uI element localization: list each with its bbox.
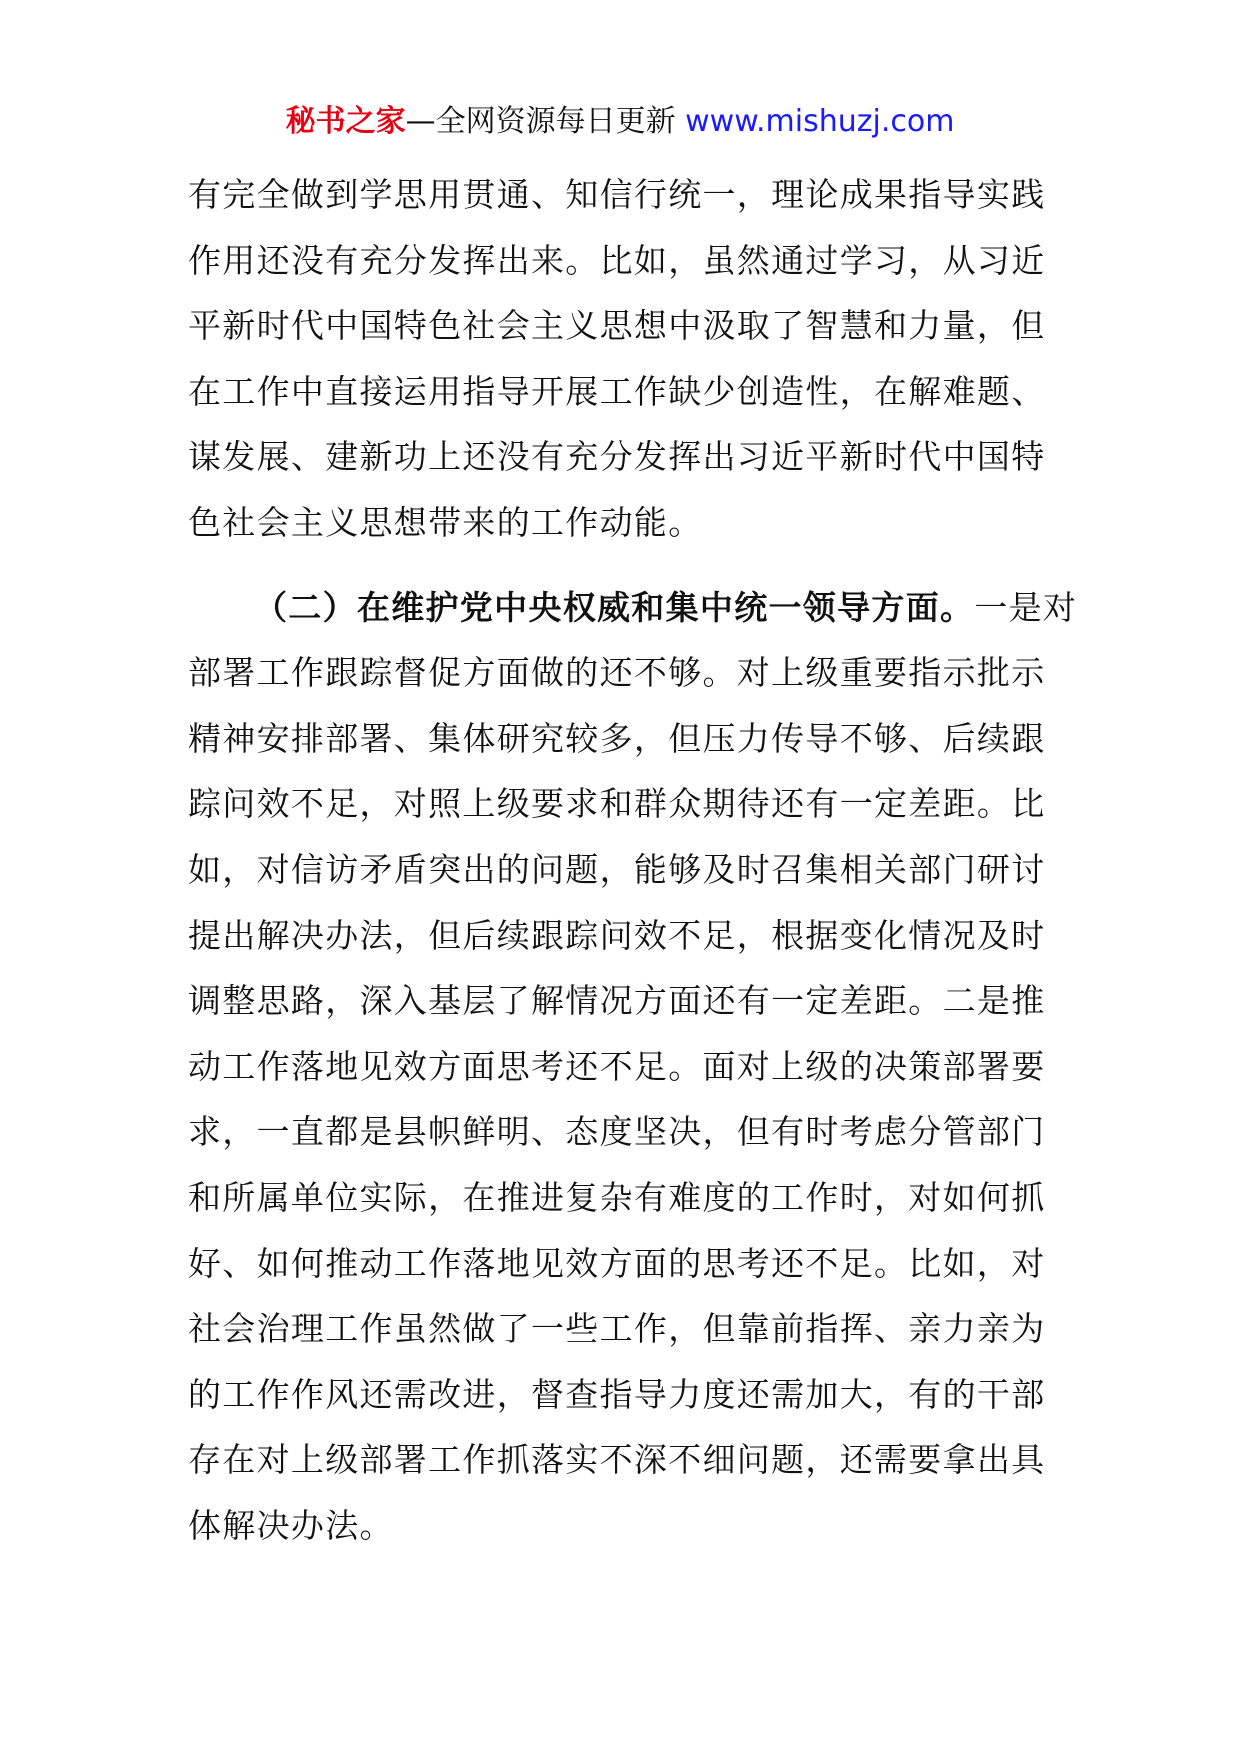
paragraph-2-line: 调整思路，深入基层了解情况方面还有一定差距。二是推 (188, 981, 1046, 1021)
document-body (188, 162, 1078, 1558)
paragraph-2-line: 社会治理工作虽然做了一些工作，但靠前指挥、亲力亲为 (188, 1309, 1046, 1349)
paragraph-2-line: 踪问效不足，对照上级要求和群众期待还有一定差距。比 (188, 784, 1046, 824)
paragraph-1-line: 谋发展、建新功上还没有充分发挥出习近平新时代中国特 (188, 437, 1046, 477)
paragraph-2-line: 动工作落地见效方面思考还不足。面对上级的决策部署要 (188, 1046, 1046, 1086)
paragraph-2-line: 提出解决办法，但后续跟踪问效不足，根据变化情况及时 (188, 915, 1046, 955)
paragraph-1-line: 有完全做到学思用贯通、知信行统一，理论成果指导实践 (188, 175, 1046, 214)
header-brand: 秘书之家 (285, 104, 406, 139)
paragraph-1 (188, 162, 1066, 556)
header-site-link[interactable]: www.mishuzj.com (685, 104, 955, 139)
section-heading: （二）在维护党中央权威和集中统一领导方面。 (254, 587, 975, 627)
paragraph-1-line: 在工作中直接运用指导开展工作缺少创造性，在解难题、 (188, 371, 1046, 411)
page-header (0, 100, 1240, 144)
paragraph-2-line: 体解决办法。 (188, 1505, 394, 1545)
paragraph-2-line: 的工作作风还需改进，督查指导力度还需加大，有的干部 (188, 1374, 1046, 1414)
paragraph-2-line: 如，对信访矛盾突出的问题，能够及时召集相关部门研讨 (188, 849, 1046, 889)
paragraph-2-line: 存在对上级部署工作抓落实不深不细问题，还需要拿出具 (188, 1440, 1046, 1480)
paragraph-2-line: 部署工作跟踪督促方面做的还不够。对上级重要指示批示 (188, 653, 1046, 693)
header-tagline: —全网资源每日更新 (405, 104, 686, 139)
paragraph-2-line: 和所属单位实际，在推进复杂有难度的工作时，对如何抓 (188, 1177, 1046, 1217)
paragraph-gap (188, 556, 1066, 575)
paragraph-2-line: 精神安排部署、集体研究较多，但压力传导不够、后续跟 (188, 718, 1046, 758)
paragraph-1-line: 作用还没有充分发挥出来。比如，虽然通过学习，从习近 (188, 240, 1046, 280)
paragraph-2 (188, 575, 1078, 1559)
paragraph-2-line: 好、如何推动工作落地见效方面的思考还不足。比如，对 (188, 1243, 1046, 1283)
paragraph-2-first-line-rest: 一是对 (974, 587, 1078, 627)
paragraph-1-line: 色社会主义思想带来的工作动能。 (188, 502, 703, 542)
paragraph-2-first-line (188, 575, 1078, 641)
paragraph-2-line: 求，一直都是县帜鲜明、态度坚决，但有时考虑分管部门 (188, 1112, 1046, 1152)
paragraph-1-line: 平新时代中国特色社会主义思想中汲取了智慧和力量，但 (188, 306, 1046, 346)
